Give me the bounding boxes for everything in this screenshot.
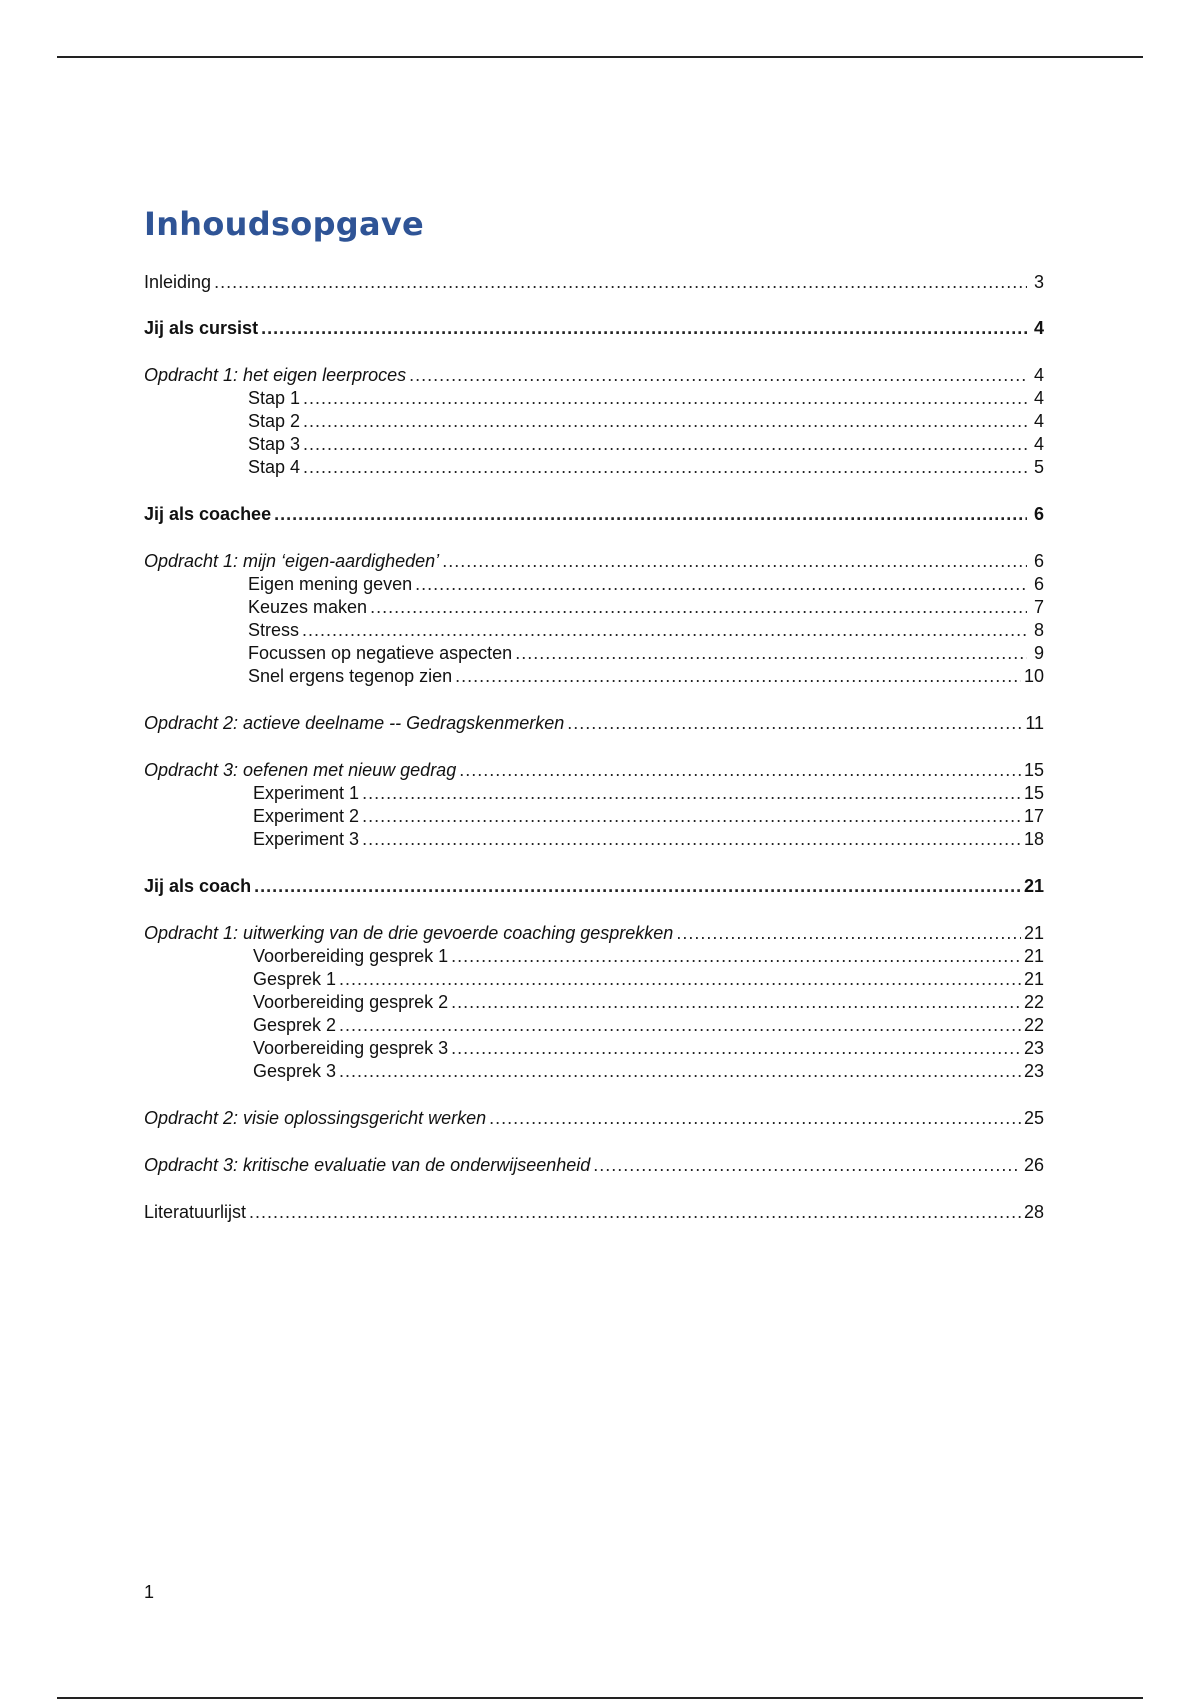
toc-label: Opdracht 2: actieve deelname -- Gedragskenmerken [144, 713, 565, 733]
toc-leader-dots [303, 457, 1027, 478]
toc-page-number: 4 [1033, 318, 1044, 338]
toc-leader-dots [409, 365, 1027, 386]
toc-leader-dots [459, 760, 1021, 781]
toc-label: Experiment 1 [253, 783, 360, 803]
toc-page-number: 21 [1023, 876, 1044, 896]
toc-label: Inleiding [144, 272, 212, 292]
toc-page-number: 15 [1023, 783, 1044, 803]
toc-page-number: 23 [1023, 1038, 1044, 1058]
toc-entry-opdracht-2-actieve-deelname[interactable] [144, 713, 1044, 736]
toc-entry-opdracht-3-evaluatie[interactable] [144, 1155, 1044, 1178]
toc-label: Snel ergens tegenop zien [248, 666, 453, 686]
toc-entry-experiment-1[interactable] [253, 783, 1044, 806]
toc-leader-dots [254, 876, 1021, 897]
toc-label: Stap 2 [248, 411, 301, 431]
toc-page-number: 6 [1033, 551, 1044, 571]
toc-leader-dots [451, 1038, 1021, 1059]
toc-label: Experiment 3 [253, 829, 360, 849]
toc-leader-dots [274, 504, 1027, 525]
toc-leader-dots [303, 434, 1027, 455]
toc-entry-gesprek-2[interactable] [253, 1015, 1044, 1038]
toc-page-number: 23 [1023, 1061, 1044, 1081]
toc-label: Stap 4 [248, 457, 301, 477]
toc-page-number: 15 [1023, 760, 1044, 780]
toc-leader-dots [362, 783, 1021, 804]
toc-page-number: 4 [1033, 388, 1044, 408]
toc-entry-opdracht-1-leerproces[interactable] [144, 365, 1044, 388]
toc-entry-gesprek-3[interactable] [253, 1061, 1044, 1084]
toc-label: Stap 3 [248, 434, 301, 454]
page-title: Inhoudsopgave [144, 205, 425, 243]
toc-leader-dots [593, 1155, 1021, 1176]
toc-leader-dots [261, 318, 1027, 339]
toc-leader-dots [303, 388, 1027, 409]
toc-entry-stap-2[interactable] [248, 411, 1044, 434]
toc-entry-voorbereiding-gesprek-3[interactable] [253, 1038, 1044, 1061]
footer-rule [57, 1697, 1143, 1699]
toc-page-number: 4 [1033, 434, 1044, 454]
toc-label: Eigen mening geven [248, 574, 413, 594]
toc-entry-literatuurlijst[interactable] [144, 1202, 1044, 1225]
toc-leader-dots [339, 1061, 1021, 1082]
toc-entry-opdracht-2-visie[interactable] [144, 1108, 1044, 1131]
toc-page-number: 11 [1025, 713, 1044, 733]
toc-entry-inleiding[interactable] [144, 272, 1044, 295]
toc-page-number: 25 [1023, 1108, 1044, 1128]
toc-entry-jij-als-cursist[interactable] [144, 318, 1044, 341]
toc-label: Gesprek 3 [253, 1061, 337, 1081]
toc-leader-dots [442, 551, 1027, 572]
toc-leader-dots [676, 923, 1021, 944]
toc-page-number: 26 [1023, 1155, 1044, 1175]
toc-page-number: 6 [1033, 504, 1044, 524]
toc-entry-snel-ergens-tegenop-zien[interactable] [248, 666, 1044, 689]
toc-page-number: 28 [1023, 1202, 1044, 1222]
toc-label: Stress [248, 620, 300, 640]
toc-page-number: 8 [1033, 620, 1044, 640]
toc-entry-experiment-3[interactable] [253, 829, 1044, 852]
toc-label: Gesprek 2 [253, 1015, 337, 1035]
toc-entry-opdracht-1-coaching-gesprekken[interactable] [144, 923, 1044, 946]
toc-leader-dots [489, 1108, 1021, 1129]
toc-label: Opdracht 2: visie oplossingsgericht werken [144, 1108, 487, 1128]
toc-label: Experiment 2 [253, 806, 360, 826]
toc-leader-dots [249, 1202, 1021, 1223]
toc-entry-voorbereiding-gesprek-2[interactable] [253, 992, 1044, 1015]
toc-label: Literatuurlijst [144, 1202, 247, 1222]
header-rule [57, 56, 1143, 58]
toc-page-number: 4 [1033, 365, 1044, 385]
toc-entry-stap-3[interactable] [248, 434, 1044, 457]
toc-page-number: 21 [1023, 946, 1044, 966]
toc-leader-dots [567, 713, 1022, 734]
toc-leader-dots [451, 992, 1021, 1013]
toc-label: Jij als coachee [144, 504, 272, 524]
toc-leader-dots [302, 620, 1027, 641]
toc-page-number: 21 [1023, 969, 1044, 989]
toc-page-number: 3 [1033, 272, 1044, 292]
toc-leader-dots [303, 411, 1027, 432]
toc-page-number: 22 [1023, 992, 1044, 1012]
toc-entry-stress[interactable] [248, 620, 1044, 643]
toc-label: Opdracht 1: uitwerking van de drie gevoerde coaching gesprekken [144, 923, 674, 943]
toc-page-number: 5 [1033, 457, 1044, 477]
toc-leader-dots [339, 1015, 1021, 1036]
toc-entry-stap-1[interactable] [248, 388, 1044, 411]
toc-entry-gesprek-1[interactable] [253, 969, 1044, 992]
toc-page-number: 9 [1033, 643, 1044, 663]
toc-entry-stap-4[interactable] [248, 457, 1044, 480]
toc-page-number: 18 [1023, 829, 1044, 849]
toc-entry-opdracht-1-eigen-aardigheden[interactable] [144, 551, 1044, 574]
toc-page-number: 4 [1033, 411, 1044, 431]
toc-label: Gesprek 1 [253, 969, 337, 989]
toc-entry-experiment-2[interactable] [253, 806, 1044, 829]
toc-leader-dots [370, 597, 1027, 618]
toc-label: Opdracht 3: oefenen met nieuw gedrag [144, 760, 457, 780]
toc-label: Voorbereiding gesprek 3 [253, 1038, 449, 1058]
toc-leader-dots [339, 969, 1021, 990]
toc-entry-jij-als-coach[interactable] [144, 876, 1044, 899]
toc-label: Opdracht 1: het eigen leerproces [144, 365, 407, 385]
toc-leader-dots [214, 272, 1027, 293]
toc-leader-dots [362, 806, 1021, 827]
toc-leader-dots [515, 643, 1027, 664]
page-number: 1 [144, 1582, 155, 1602]
toc-page-number: 21 [1023, 923, 1044, 943]
toc-page-number: 22 [1023, 1015, 1044, 1035]
toc-leader-dots [362, 829, 1021, 850]
toc-leader-dots [455, 666, 1021, 687]
toc-leader-dots [451, 946, 1021, 967]
toc-label: Stap 1 [248, 388, 301, 408]
toc-entry-opdracht-3-nieuw-gedrag[interactable] [144, 760, 1044, 783]
toc-page-number: 10 [1023, 666, 1044, 686]
toc-page-number: 6 [1033, 574, 1044, 594]
toc-entry-eigen-mening-geven[interactable] [248, 574, 1044, 597]
toc-leader-dots [415, 574, 1027, 595]
toc-page-number: 17 [1023, 806, 1044, 826]
toc-page-number: 7 [1033, 597, 1044, 617]
toc-label: Jij als cursist [144, 318, 259, 338]
toc-label: Keuzes maken [248, 597, 368, 617]
toc-label: Focussen op negatieve aspecten [248, 643, 513, 663]
toc-label: Voorbereiding gesprek 2 [253, 992, 449, 1012]
toc-entry-voorbereiding-gesprek-1[interactable] [253, 946, 1044, 969]
toc-label: Jij als coach [144, 876, 252, 896]
toc-label: Opdracht 3: kritische evaluatie van de onderwijseenheid [144, 1155, 591, 1175]
toc-label: Voorbereiding gesprek 1 [253, 946, 449, 966]
toc-entry-jij-als-coachee[interactable] [144, 504, 1044, 527]
toc-label: Opdracht 1: mijn ‘eigen-aardigheden’ [144, 551, 440, 571]
toc-entry-keuzes-maken[interactable] [248, 597, 1044, 620]
toc-entry-focussen-negatieve-aspecten[interactable] [248, 643, 1044, 666]
